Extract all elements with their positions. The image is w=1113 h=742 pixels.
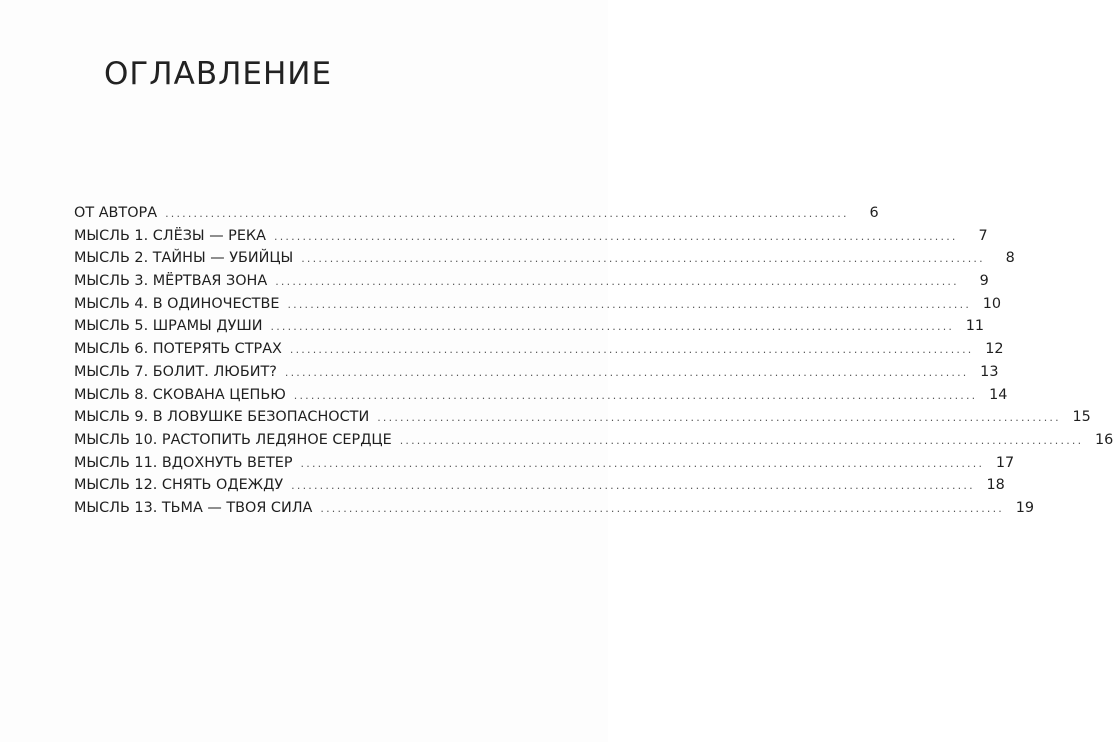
toc-entry-title: МЫСЛЬ 7. БОЛИТ. ЛЮБИТ? bbox=[74, 363, 277, 380]
toc-entry-title: МЫСЛЬ 9. В ЛОВУШКЕ БЕЗОПАСНОСТИ bbox=[74, 409, 370, 426]
toc-entry-title: МЫСЛЬ 11. ВДОХНУТЬ ВЕТЕР bbox=[74, 454, 293, 471]
toc-entry bbox=[74, 315, 985, 338]
toc-entry-title: ОТ АВТОРА bbox=[74, 205, 158, 221]
toc-dot-leader: ........................................................................................................................ bbox=[275, 275, 959, 289]
toc-entry-title: МЫСЛЬ 5. ШРАМЫ ДУШИ bbox=[74, 318, 263, 335]
toc-dot-leader: ........................................................................................................................ bbox=[165, 207, 849, 220]
toc-dot-leader: ........................................................................................................................ bbox=[300, 456, 985, 470]
toc-page-number: 18 bbox=[986, 477, 1005, 494]
toc-entry bbox=[74, 247, 1015, 270]
toc-page-number: 6 bbox=[869, 205, 879, 221]
toc-dot-leader: ........................................................................................................................ bbox=[377, 411, 1061, 425]
toc-page-number: 8 bbox=[1005, 250, 1015, 267]
toc-entry bbox=[74, 361, 999, 384]
toc-page-number: 9 bbox=[979, 273, 989, 290]
toc-dot-leader: ........................................................................................................................ bbox=[287, 297, 972, 311]
toc-entry bbox=[74, 270, 989, 293]
toc-dot-leader: ........................................................................................................................ bbox=[293, 388, 978, 402]
toc-entry-title: МЫСЛЬ 12. СНЯТЬ ОДЕЖДУ bbox=[74, 477, 284, 494]
toc-dot-leader: ........................................................................................................................ bbox=[284, 365, 969, 379]
toc-page-number: 7 bbox=[978, 227, 988, 244]
toc-entry bbox=[74, 293, 1002, 316]
toc-page-number: 17 bbox=[995, 454, 1015, 471]
toc-entry-title: МЫСЛЬ 6. ПОТЕРЯТЬ СТРАХ bbox=[74, 341, 282, 358]
toc-page-number: 10 bbox=[982, 295, 1002, 312]
toc-dot-leader: ........................................................................................................................ bbox=[289, 343, 974, 357]
toc-entry bbox=[74, 474, 1005, 497]
toc-entry bbox=[74, 338, 1004, 361]
toc-entry bbox=[74, 406, 1091, 429]
toc-entry-title: МЫСЛЬ 8. СКОВАНА ЦЕПЬЮ bbox=[74, 386, 286, 403]
toc-entry-title: МЫСЛЬ 4. В ОДИНОЧЕСТВЕ bbox=[74, 295, 280, 312]
toc-page-number: 19 bbox=[1015, 499, 1034, 516]
toc-entry bbox=[74, 429, 1113, 452]
toc-page-number: 14 bbox=[989, 386, 1008, 403]
toc-entry-title: МЫСЛЬ 2. ТАЙНЫ — УБИЙЦЫ bbox=[74, 250, 294, 267]
toc-dot-leader: ........................................................................................................................ bbox=[301, 252, 985, 266]
toc-entry bbox=[74, 497, 1034, 520]
toc-page-number: 13 bbox=[980, 363, 999, 380]
toc-page-number: 11 bbox=[965, 318, 985, 335]
toc-dot-leader: ........................................................................................................................ bbox=[270, 320, 955, 334]
toc-page-number: 15 bbox=[1072, 409, 1091, 426]
toc-entry bbox=[74, 384, 1008, 407]
toc-page-number: 16 bbox=[1094, 431, 1113, 448]
toc-entry bbox=[74, 452, 1015, 475]
toc-dot-leader: ........................................................................................................................ bbox=[291, 479, 975, 493]
toc-entry-title: МЫСЛЬ 10. РАСТОПИТЬ ЛЕДЯНОЕ СЕРДЦЕ bbox=[74, 431, 392, 448]
toc-entry bbox=[74, 225, 988, 248]
toc-dot-leader: ........................................................................................................................ bbox=[320, 501, 1004, 515]
toc-dot-leader: ........................................................................................................................ bbox=[274, 229, 958, 243]
toc-entry-title: МЫСЛЬ 13. ТЬМА — ТВОЯ СИЛА bbox=[74, 499, 313, 516]
table-of-contents bbox=[74, 202, 1113, 520]
toc-page-number: 12 bbox=[985, 341, 1004, 358]
toc-entry-title: МЫСЛЬ 3. МЁРТВАЯ ЗОНА bbox=[74, 273, 268, 290]
toc-entry-title: МЫСЛЬ 1. СЛЁЗЫ — РЕКА bbox=[74, 227, 266, 244]
toc-entry bbox=[74, 202, 879, 225]
toc-dot-leader: ........................................................................................................................ bbox=[399, 433, 1084, 447]
page-title: ОГЛАВЛЕНИЕ bbox=[104, 56, 333, 92]
